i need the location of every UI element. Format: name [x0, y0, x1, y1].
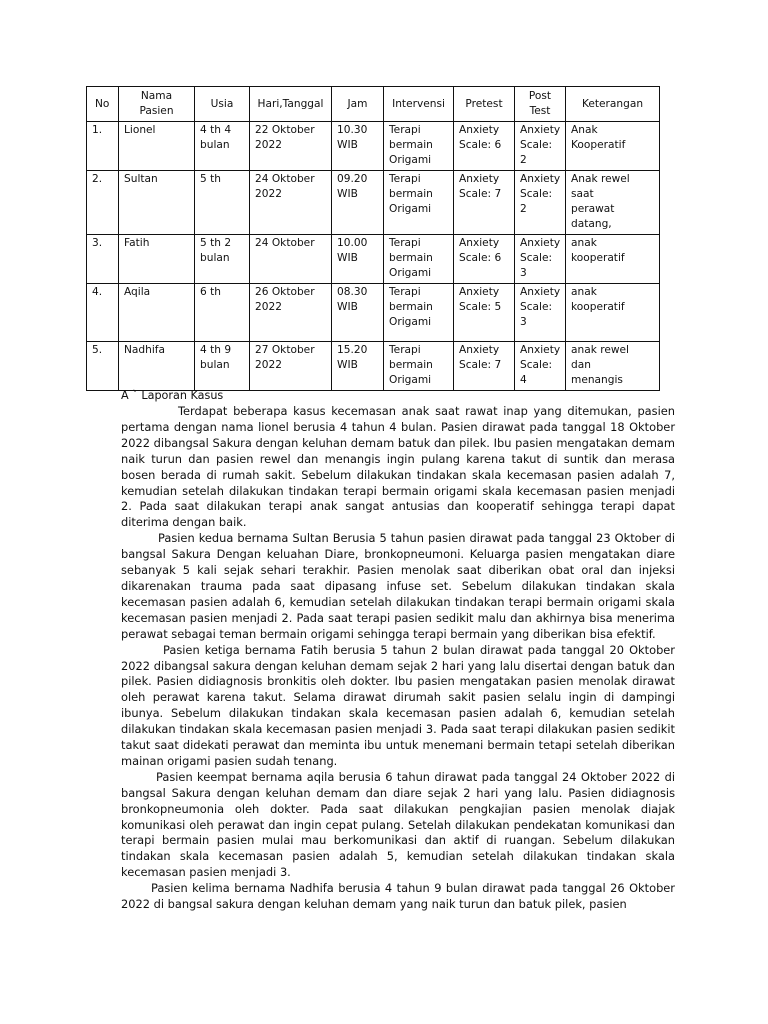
cell-nama: Lionel [119, 122, 195, 171]
table-row [87, 284, 660, 342]
cell-keterangan: anak rewel dan menangis [566, 342, 660, 391]
cell-no: 4. [87, 284, 119, 342]
cell-jam: 15.20 WIB [332, 342, 384, 391]
header-cell-pretest: Pretest [454, 87, 515, 122]
table-row [87, 171, 660, 235]
cell-keterangan: Anak rewel saat perawat datang, [566, 171, 660, 235]
cell-posttest: Anxiety Scale: 3 [515, 235, 566, 284]
table-header-row [87, 87, 660, 122]
cell-keterangan: anak kooperatif [566, 235, 660, 284]
cell-posttest: Anxiety Scale: 2 [515, 122, 566, 171]
cell-usia: 5 th 2 bulan [195, 235, 250, 284]
paragraph-case-3: Pasien ketiga bernama Fatih berusia 5 tahun 2 bulan dirawat pada tanggal 20 Oktober 2022 dibangsal sakura dengan keluhan demam sejak 2 hari yang lalu disertai dengan batuk dan pilek. Pasien didiagnosis bronkitis oleh dokter. Ibu pasien mengatakan pasien menolak dirawat oleh perawat karena takut. Selama dirawat dirumah sakit pasien selalu ingin di dampingi ibunya. Sebelum dilakukan tindakan skala kecemasan pasien adalah 6, kemudian setelah dilakukan tindakan skala kecemasan pasien menjadi 3. Pada saat terapi dilakukan pasien sedikit takut saat didekati perawat dan meminta ibu untuk menemani bermain tetapi setelah diberikan mainan origami pasien sudah tenang. [121, 642, 675, 768]
cell-no: 2. [87, 171, 119, 235]
cell-usia: 4 th 4 bulan [195, 122, 250, 171]
cell-jam: 10.00 WIB [332, 235, 384, 284]
header-cell-tanggal: Hari,Tanggal [250, 87, 332, 122]
paragraph-case-2: Pasien kedua bernama Sultan Berusia 5 tahun pasien dirawat pada tanggal 23 Oktober di bangsal Sakura Dengan keluahan Diare, bronkopneumoni. Keluarga pasien mengatakan diare sebanyak 5 kali sejak sehari terakhir. Pasien menolak saat diberikan obat oral dan injeksi dikarenakan trauma pada saat dipasang infuse set. Sebelum dilakukan tindakan skala kecemasan pasien adalah 6, kemudian setelah dilakukan tindakan terapi bermain origami skala kecemasan pasien menjadi 2. Pada saat terapi pasien sedikit malu dan akhirnya bisa menerima perawat sebagai teman bermain origami sehingga terapi bermain yang diberikan bisa efektif. [121, 531, 675, 641]
cell-pretest: Anxiety Scale: 7 [454, 171, 515, 235]
cell-pretest: Anxiety Scale: 7 [454, 342, 515, 391]
paragraph-case-1: Terdapat beberapa kasus kecemasan anak saat rawat inap yang ditemukan, pasien pertama dengan nama lionel berusia 4 tahun 4 bulan. Pasien dirawat pada tanggal 18 Oktober 2022 dibangsal Sakura dengan keluhan demam batuk dan pilek. Ibu pasien mengatakan demam naik turun dan pasien rewel dan menangis ingin pulang karena takut di suntik dan merasa bosen berada di rumah sakit. Sebelum dilakukan tindakan skala kecemasan pasien adalah 7, kemudian setelah dilakukan tindakan terapi bermain origami skala kecemasan pasien menjadi 2. Pada saat dilakukan terapi anak sangat antusias dan kooperatif sehingga terapi dapat diterima dengan baik. [121, 404, 675, 530]
cell-intervensi: Terapi bermain Origami [384, 122, 454, 171]
cell-usia: 5 th [195, 171, 250, 235]
cell-intervensi: Terapi bermain Origami [384, 235, 454, 284]
header-cell-intervensi: Intervensi [384, 87, 454, 122]
cell-keterangan: anak kooperatif [566, 284, 660, 342]
header-cell-posttest: Post Test [515, 87, 566, 122]
cell-tanggal: 26 Oktober 2022 [250, 284, 332, 342]
paragraph-case-4: Pasien keempat bernama aqila berusia 6 tahun dirawat pada tanggal 24 Oktober 2022 di bangsal Sakura dengan keluhan demam dan diare sejak 2 hari yang lalu. Pasien didiagnosis bronkopneumonia oleh dokter. Pada saat dilakukan pengkajian pasien menolak diajak komunikasi oleh perawat dan ingin cepat pulang. Setelah dilakukan pendekatan komunikasi dan terapi bermain pasien mulai mau berkomunikasi dan aktif di ruangan. Sebelum dilakukan tindakan skala kecemasan pasien adalah 5, kemudian setelah dilakukan tindakan skala kecemasan pasien menjadi 3. [121, 769, 675, 880]
header-cell-keterangan: Keterangan [566, 87, 660, 122]
cell-intervensi: Terapi bermain Origami [384, 171, 454, 235]
header-cell-jam: Jam [332, 87, 384, 122]
cell-tanggal: 27 Oktober 2022 [250, 342, 332, 391]
table-row [87, 122, 660, 171]
cell-nama: Fatih [119, 235, 195, 284]
cell-tanggal: 22 Oktober 2022 [250, 122, 332, 171]
cell-no: 3. [87, 235, 119, 284]
cell-tanggal: 24 Oktober [250, 235, 332, 284]
cell-no: 5. [87, 342, 119, 391]
table-row [87, 342, 660, 391]
header-cell-no: No [87, 87, 119, 122]
patient-table [86, 86, 660, 391]
cell-jam: 10.30 WIB [332, 122, 384, 171]
cell-pretest: Anxiety Scale: 6 [454, 122, 515, 171]
cell-nama: Aqila [119, 284, 195, 342]
case-report-body [121, 404, 675, 913]
cell-keterangan: Anak Kooperatif [566, 122, 660, 171]
cell-usia: 6 th [195, 284, 250, 342]
paragraph-case-5: Pasien kelima bernama Nadhifa berusia 4 tahun 9 bulan dirawat pada tanggal 26 Oktober 2022 di bangsal sakura dengan keluhan demam yang naik turun dan batuk pilek, pasien [121, 881, 675, 912]
cell-pretest: Anxiety Scale: 6 [454, 235, 515, 284]
cell-jam: 09.20 WIB [332, 171, 384, 235]
cell-intervensi: Terapi bermain Origami [384, 284, 454, 342]
section-heading: A ` Laporan Kasus [121, 389, 224, 402]
cell-posttest: Anxiety Scale: 3 [515, 284, 566, 342]
cell-jam: 08.30 WIB [332, 284, 384, 342]
cell-nama: Nadhifa [119, 342, 195, 391]
cell-posttest: Anxiety Scale: 4 [515, 342, 566, 391]
header-cell-usia: Usia [195, 87, 250, 122]
cell-nama: Sultan [119, 171, 195, 235]
cell-pretest: Anxiety Scale: 5 [454, 284, 515, 342]
table-row [87, 235, 660, 284]
cell-usia: 4 th 9 bulan [195, 342, 250, 391]
cell-posttest: Anxiety Scale: 2 [515, 171, 566, 235]
cell-intervensi: Terapi bermain Origami [384, 342, 454, 391]
header-cell-nama: Nama Pasien [119, 87, 195, 122]
cell-no: 1. [87, 122, 119, 171]
cell-tanggal: 24 Oktober 2022 [250, 171, 332, 235]
